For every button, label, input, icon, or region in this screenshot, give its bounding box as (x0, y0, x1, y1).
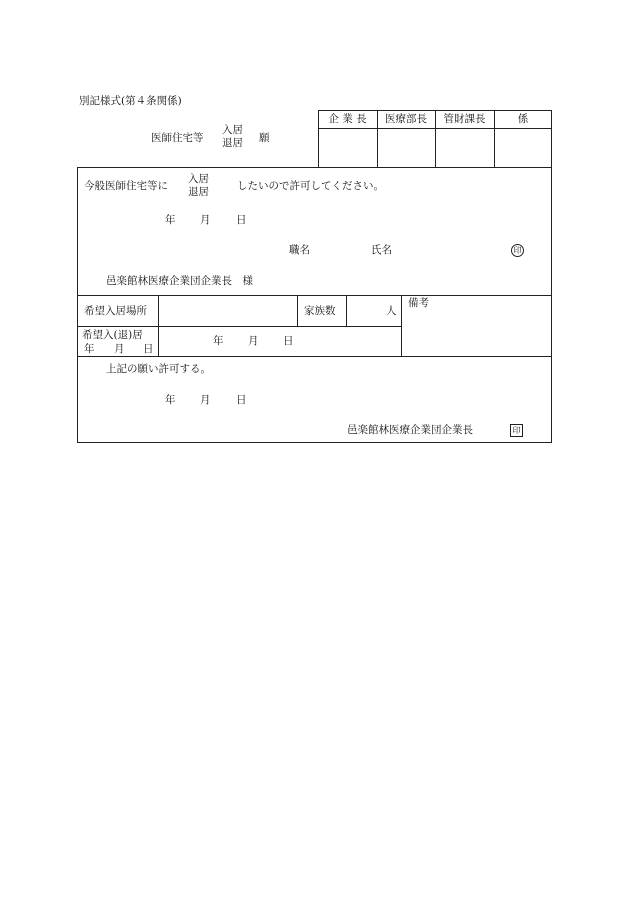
title-option-move-in: 入居 (222, 124, 243, 136)
position-label: 職名 (289, 244, 310, 256)
title-option-move-out: 退居 (222, 137, 243, 149)
family-count-field[interactable] (348, 297, 383, 325)
addressee: 邑楽館林医療企業団企業長 様 (106, 275, 253, 287)
request-date-day: 日 (236, 214, 247, 226)
title-option-stack (222, 124, 243, 150)
desired-date-label-day: 日 (143, 343, 154, 355)
location-label: 希望入居場所 (84, 305, 147, 317)
location-field[interactable] (160, 297, 296, 325)
form-title-suffix: 願 (259, 132, 270, 144)
desired-date-label-month: 月 (114, 343, 125, 355)
approval-text: 上記の願い許可する。 (106, 363, 211, 375)
request-option-move-in[interactable]: 入居 (188, 173, 209, 185)
request-prefix: 今般医師住宅等に (84, 180, 168, 192)
request-option-stack (188, 173, 209, 199)
stamp-cell-medical-chief[interactable] (378, 129, 434, 167)
approval-date-year: 年 (165, 394, 176, 406)
desired-date-label-year: 年 (84, 343, 95, 355)
desired-date-day: 日 (283, 335, 294, 347)
approval-header-medical-chief: 医療部長 (385, 113, 427, 125)
request-date-year: 年 (165, 214, 176, 226)
remarks-field[interactable] (403, 311, 550, 355)
approval-issuer: 邑楽館林医療企業団企業長 (347, 424, 473, 436)
request-option-move-out[interactable]: 退居 (188, 186, 209, 198)
stamp-cell-staff[interactable] (495, 129, 551, 167)
approval-date-day: 日 (236, 394, 247, 406)
issuer-seal-icon: 印 (510, 424, 523, 437)
request-suffix: したいので許可してください。 (237, 180, 384, 192)
applicant-seal-icon: 印 (511, 244, 524, 257)
remarks-label: 備考 (408, 297, 429, 309)
name-label: 氏名 (371, 244, 392, 256)
form-reference: 別記様式(第４条関係) (79, 95, 182, 107)
stamp-cell-director[interactable] (319, 129, 376, 167)
approval-header-staff: 係 (517, 113, 529, 125)
family-count-label: 家族数 (304, 305, 336, 317)
stamp-cell-property-chief[interactable] (436, 129, 493, 167)
approval-date-month: 月 (200, 394, 211, 406)
desired-date-month: 月 (248, 335, 259, 347)
approval-header-director: 企 業 長 (328, 113, 367, 125)
family-count-unit: 人 (386, 305, 397, 317)
desired-date-label: 希望入(退)居 (82, 329, 143, 341)
request-date-month: 月 (200, 214, 211, 226)
desired-date-year: 年 (213, 335, 224, 347)
approval-header-property-chief: 管財課長 (443, 113, 486, 125)
form-title-prefix: 医師住宅等 (151, 132, 204, 144)
